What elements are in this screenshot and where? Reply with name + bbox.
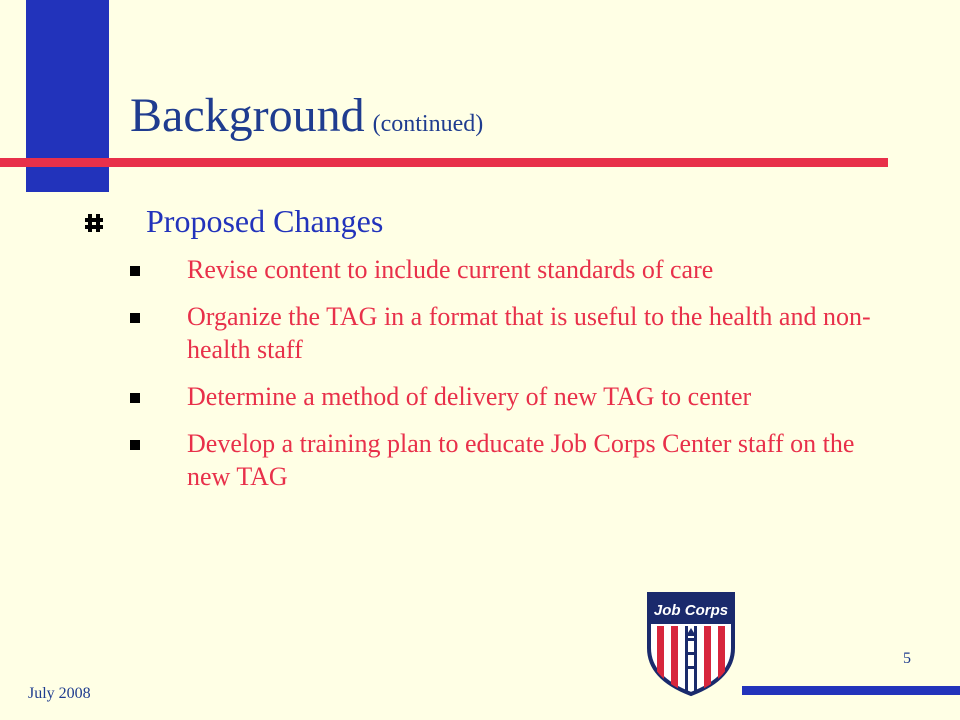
footer-blue-line	[742, 686, 960, 695]
square-bullet-icon	[130, 393, 140, 403]
title-main: Background	[130, 89, 365, 142]
list-item-text: Develop a training plan to educate Job Corps Center staff on the new TAG	[187, 429, 855, 491]
square-bullet-icon	[130, 266, 140, 276]
square-bullet-icon	[130, 313, 140, 323]
logo-text: Job Corps	[653, 602, 729, 619]
footer-date: July 2008	[28, 685, 91, 702]
list-item-text: Revise content to include current standards of care	[187, 255, 714, 284]
job-corps-shield-logo	[643, 590, 739, 698]
list-item-text: Determine a method of delivery of new TAG to center	[187, 382, 752, 411]
hash-bullet-icon	[85, 212, 103, 234]
page-number: 5	[903, 650, 911, 667]
list-item	[130, 300, 890, 366]
slide-title	[130, 88, 483, 143]
title-subtitle: (continued)	[372, 111, 484, 137]
list-item	[130, 253, 890, 286]
list-item	[130, 427, 890, 493]
section-heading: Proposed Changes	[146, 203, 384, 239]
bullet-list	[130, 253, 890, 507]
header-red-rule	[0, 158, 888, 167]
list-item-text: Organize the TAG in a format that is useful to the health and non-health staff	[187, 302, 871, 364]
square-bullet-icon	[130, 440, 140, 450]
list-item	[130, 380, 890, 413]
